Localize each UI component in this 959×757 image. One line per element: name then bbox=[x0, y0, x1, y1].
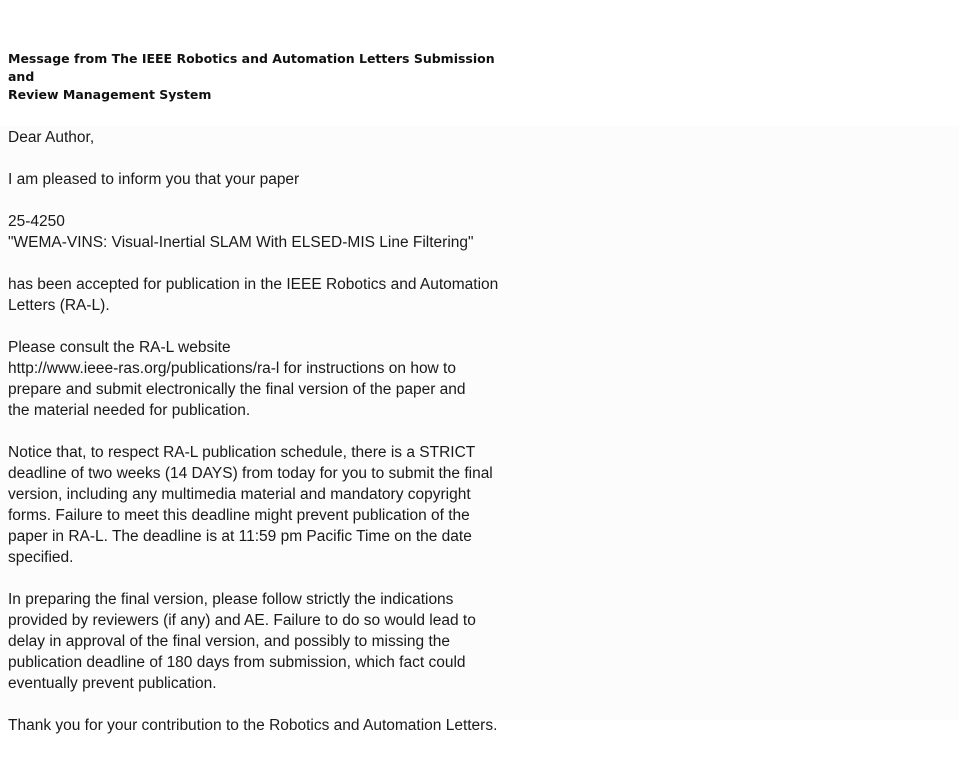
greeting-paragraph bbox=[8, 127, 518, 148]
text-line: deadline of two weeks (14 DAYS) from today for you to submit the final bbox=[8, 465, 493, 482]
text-line: specified. bbox=[8, 549, 74, 566]
notice-paragraph bbox=[8, 442, 518, 568]
text-line: http://www.ieee-ras.org/publications/ra-l for instructions on how to bbox=[8, 360, 456, 377]
text-line: the material needed for publication. bbox=[8, 402, 251, 419]
paper-title: "WEMA-VINS: Visual-Inertial SLAM With ELSED-MIS Line Filtering" bbox=[8, 234, 474, 251]
email-message bbox=[8, 50, 518, 757]
text-line: version, including any multimedia material and mandatory copyright bbox=[8, 486, 471, 503]
acceptance-paragraph bbox=[8, 274, 518, 316]
text-line: publication deadline of 180 days from submission, which fact could bbox=[8, 654, 466, 671]
text-line: provided by reviewers (if any) and AE. Failure to do so would lead to bbox=[8, 612, 476, 629]
text-line: delay in approval of the final version, and possibly to missing the bbox=[8, 633, 450, 650]
text-line: paper in RA-L. The deadline is at 11:59 pm Pacific Time on the date bbox=[8, 528, 472, 545]
header-line: Message from The IEEE Robotics and Automation Letters Submission and bbox=[8, 51, 495, 84]
header-line: Review Management System bbox=[8, 87, 212, 102]
text-line: eventually prevent publication. bbox=[8, 675, 217, 692]
thanks-paragraph bbox=[8, 715, 518, 736]
text-line: Please consult the RA-L website bbox=[8, 339, 231, 356]
thanks-text: Thank you for your contribution to the Robotics and Automation Letters. bbox=[8, 717, 498, 734]
intro-paragraph bbox=[8, 169, 518, 190]
text-line: In preparing the final version, please follow strictly the indications bbox=[8, 591, 454, 608]
text-line: forms. Failure to meet this deadline might prevent publication of the bbox=[8, 507, 470, 524]
paper-id: 25-4250 bbox=[8, 213, 65, 230]
text-line: Letters (RA-L). bbox=[8, 297, 110, 314]
intro-text: I am pleased to inform you that your paper bbox=[8, 171, 300, 188]
text-line: has been accepted for publication in the IEEE Robotics and Automation bbox=[8, 276, 499, 293]
text-line: prepare and submit electronically the final version of the paper and bbox=[8, 381, 466, 398]
paper-info bbox=[8, 211, 518, 253]
greeting: Dear Author, bbox=[8, 129, 95, 146]
consult-paragraph bbox=[8, 337, 518, 421]
preparing-paragraph bbox=[8, 589, 518, 694]
message-header bbox=[8, 50, 518, 104]
text-line: Notice that, to respect RA-L publication schedule, there is a STRICT bbox=[8, 444, 476, 461]
